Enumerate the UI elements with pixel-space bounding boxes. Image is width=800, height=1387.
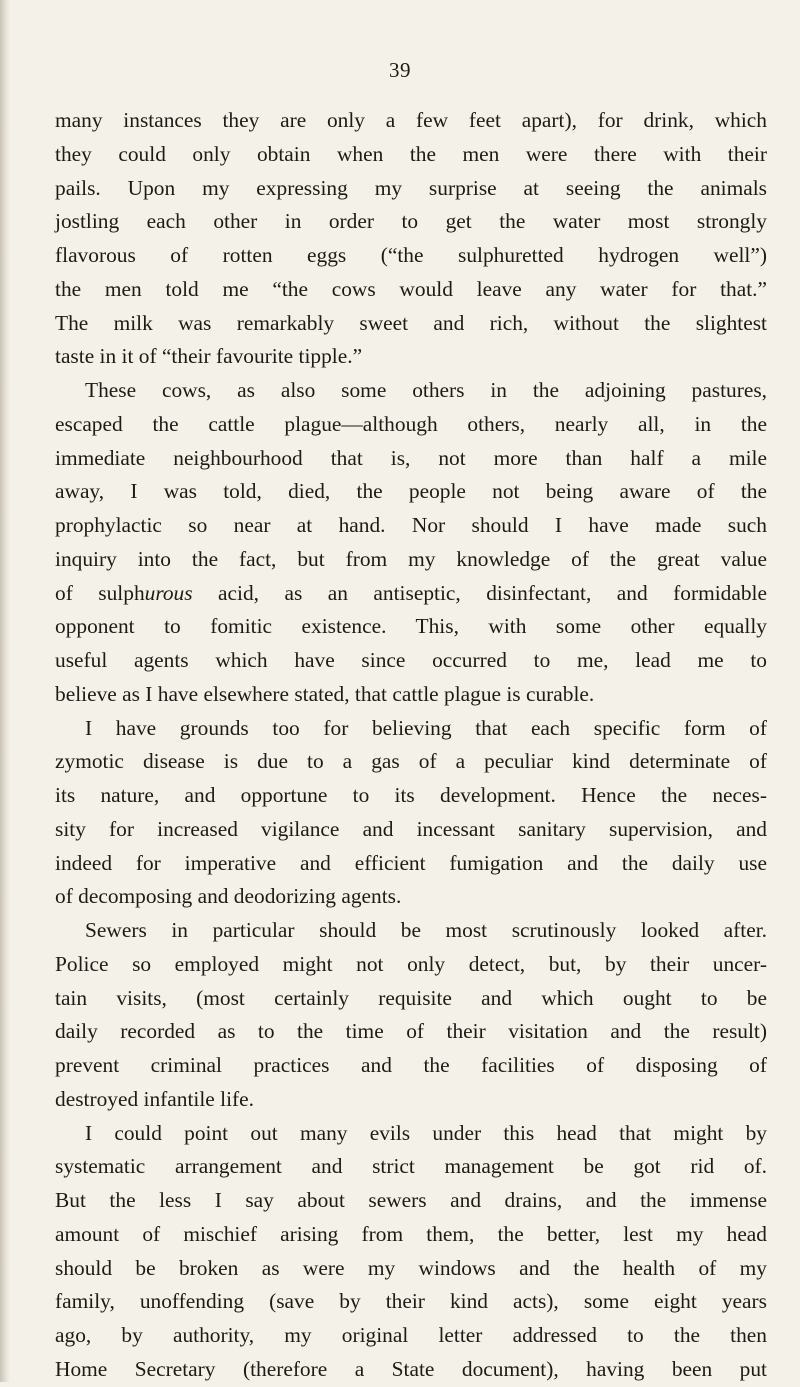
text-line: But the less I say about sewers and drains, and the immense (55, 1188, 767, 1212)
text-line: ago, by authority, my original letter addressed to the then (55, 1323, 767, 1347)
text-line: useful agents which have since occurred to me, lead me to (55, 648, 767, 672)
text-line: daily recorded as to the time of their visitation and the result) (55, 1019, 767, 1044)
text-line: believe as I have elsewhere stated, that cattle plague is curable. (55, 681, 595, 706)
page-gutter-shadow (0, 0, 10, 1382)
text-line: flavorous of rotten eggs (“the sulphuretted hydrogen well”) (55, 243, 767, 267)
text-line: away, I was told, died, the people not being aware of the (55, 479, 767, 504)
text-line: prophylactic so near at hand. Nor should I have made such (55, 513, 767, 537)
paragraph-start-line: I could point out many evils under this head that might by (85, 1120, 767, 1145)
text-line: destroyed infantile life. (55, 1086, 254, 1111)
text-line: zymotic disease is due to a gas of a peculiar kind determinate of (55, 749, 767, 774)
text-line: opponent to fomitic existence. This, with some other equally (55, 614, 767, 639)
paragraph-start-line: Sewers in particular should be most scrutinously looked after. (85, 918, 767, 942)
text-line: escaped the cattle plague—although others, nearly all, in the (55, 411, 767, 436)
text-line: jostling each other in order to get the water most strongly (55, 209, 767, 234)
text-line: Home Secretary (therefore a State document), having been put (55, 1356, 767, 1381)
text-line: its nature, and opportune to its development. Hence the neces- (55, 783, 767, 807)
text-line: immediate neighbourhood that is, not more than half a mile (55, 445, 767, 470)
text-line: sity for increased vigilance and incessant sanitary supervision, and (55, 816, 767, 841)
text-line: family, unoffending (save by their kind acts), some eight years (55, 1289, 767, 1314)
text-line: Police so employed might not only detect, but, by their uncer- (55, 951, 767, 976)
text-line: The milk was remarkably sweet and rich, without the slightest (55, 310, 767, 335)
paragraph-start-line: I have grounds too for believing that each specific form of (85, 715, 767, 740)
text-line: amount of mischief arising from them, the better, lest my head (55, 1221, 767, 1246)
text-line: should be broken as were my windows and the health of my (55, 1255, 767, 1280)
text-line: indeed for imperative and efficient fumigation and the daily use (55, 850, 767, 875)
italic-emphasis: urous (144, 580, 193, 605)
text-line: inquiry into the fact, but from my knowledge of the great value (55, 546, 767, 571)
text-line: many instances they are only a few feet apart), for drink, which (55, 108, 767, 132)
page-number: 39 (389, 58, 411, 82)
text-line: systematic arrangement and strict management be got rid of. (55, 1154, 767, 1179)
text-line: prevent criminal practices and the facilities of disposing of (55, 1053, 767, 1077)
text-segment: of sulph (55, 580, 145, 605)
text-line: of decomposing and deodorizing agents. (55, 884, 402, 909)
text-line: the men told me “the cows would leave any water for that.” (55, 276, 767, 301)
text-line: tain visits, (most certainly requisite and which ought to be (55, 985, 767, 1010)
body-text (55, 104, 767, 1387)
text-line: pails. Upon my expressing my surprise at seeing the animals (55, 175, 767, 200)
text-line-with-italic (55, 577, 767, 611)
paragraph-start-line: These cows, as also some others in the adjoining pastures, (85, 378, 767, 402)
text-line: taste in it of “their favourite tipple.” (55, 344, 363, 369)
text-segment: acid, as an antiseptic, disinfectant, and formidable (192, 580, 767, 605)
text-line: they could only obtain when the men were there with their (55, 141, 767, 166)
